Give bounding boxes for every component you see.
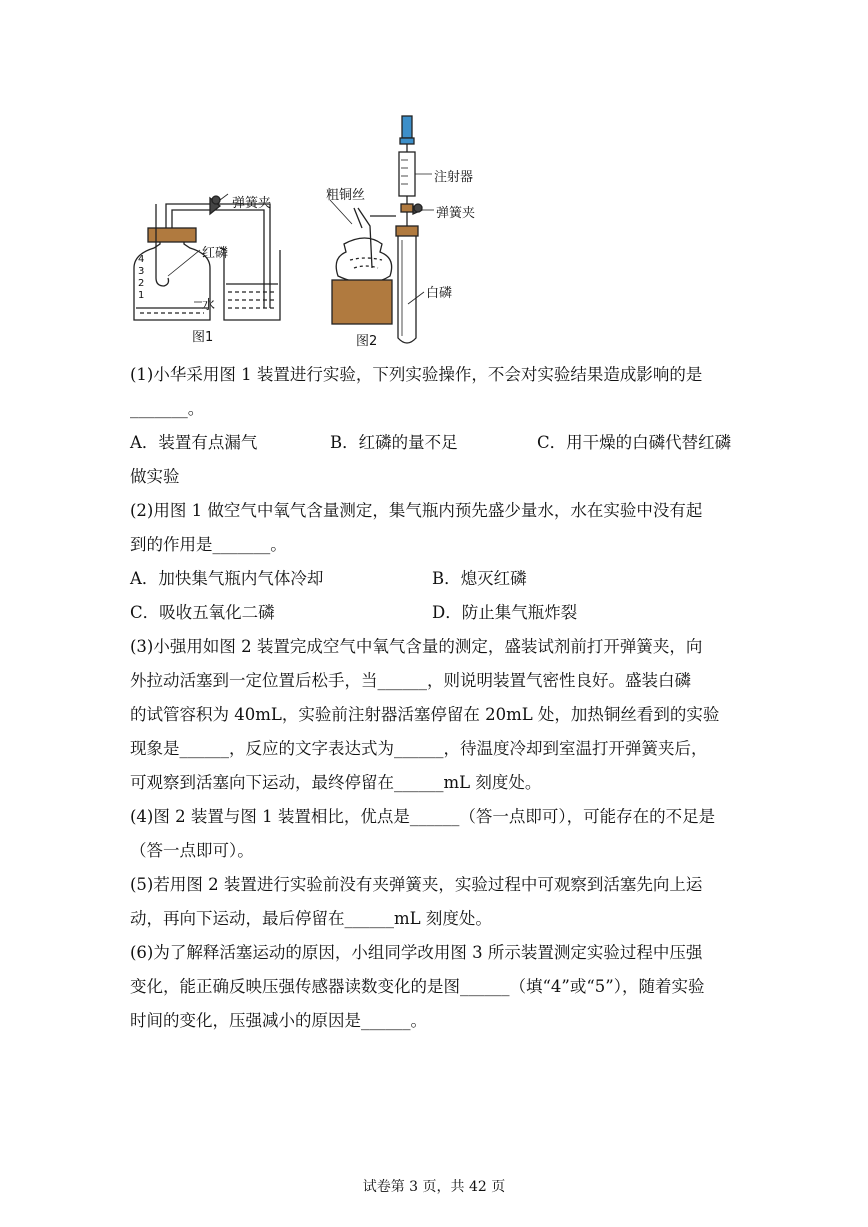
fig1-red-phosphorus-label: 红磷 bbox=[202, 246, 229, 261]
q5-line-1: (5)若用图 2 装置进行实验前没有夹弹簧夹，实验过程中可观察到活塞先向上运 bbox=[130, 875, 703, 894]
q1-option-a: A．装置有点漏气 bbox=[130, 433, 258, 452]
fig2-copper-wire-label: 粗铜丝 bbox=[326, 188, 366, 203]
q2-options-row-2 bbox=[130, 596, 750, 630]
q2-line-1: (2)用图 1 做空气中氧气含量测定，集气瓶内预先盛少量水，水在实验中没有起 bbox=[130, 501, 703, 520]
fig1-scale-4: 4 bbox=[138, 254, 145, 265]
fig2-syringe-label: 注射器 bbox=[434, 170, 474, 185]
q3-line-3: 的试管容积为 40mL，实验前注射器活塞停留在 20mL 处，加热铜丝看到的实验 bbox=[130, 705, 720, 724]
apparatus-figure bbox=[120, 108, 510, 353]
q1-line-2: _______。 bbox=[130, 399, 205, 418]
q6-line-3: 时间的变化，压强减小的原因是______。 bbox=[130, 1011, 427, 1030]
q1-option-c: C．用干燥的白磷代替红磷 bbox=[537, 433, 732, 452]
fig1-scale-2: 2 bbox=[138, 278, 145, 289]
q2-option-d: D．防止集气瓶炸裂 bbox=[432, 603, 578, 622]
q2-option-b: B．熄灭红磷 bbox=[432, 569, 527, 588]
q1-options bbox=[130, 426, 750, 460]
question-content bbox=[130, 358, 750, 1038]
q2-option-a: A．加快集气瓶内气体冷却 bbox=[130, 569, 324, 588]
q1-line-1: (1)小华采用图 1 装置进行实验，下列实验操作，不会对实验结果造成影响的是 bbox=[130, 365, 703, 384]
fig2-white-phosphorus-label: 白磷 bbox=[426, 286, 453, 301]
apparatus-drawing bbox=[120, 108, 510, 353]
page-footer: 试卷第 3 页，共 42 页 bbox=[362, 1179, 506, 1195]
fig1-spring-clip-label: 弹簧夹 bbox=[232, 196, 272, 211]
fig1-scale-1: 1 bbox=[138, 290, 145, 301]
question-2 bbox=[130, 494, 750, 630]
fig1-water-label: 水 bbox=[202, 298, 216, 313]
q3-line-1: (3)小强用如图 2 装置完成空气中氧气含量的测定，盛装试剂前打开弹簧夹，向 bbox=[130, 637, 703, 656]
fig1-scale-3: 3 bbox=[138, 266, 145, 277]
question-1 bbox=[130, 358, 750, 494]
fig1-caption: 图1 bbox=[192, 330, 214, 345]
q2-option-c: C．吸收五氧化二磷 bbox=[130, 603, 275, 622]
question-6 bbox=[130, 936, 750, 1038]
fig2-spring-clip-label: 弹簧夹 bbox=[436, 206, 476, 221]
q3-line-4: 现象是______，反应的文字表达式为______，待温度冷却到室温打开弹簧夹后， bbox=[130, 739, 708, 758]
fig2-caption: 图2 bbox=[356, 334, 378, 349]
q1-option-c-cont: 做实验 bbox=[130, 467, 180, 486]
q4-line-1: (4)图 2 装置与图 1 装置相比，优点是______（答一点即可），可能存在的不足是 bbox=[130, 807, 716, 826]
question-5 bbox=[130, 868, 750, 936]
q2-line-2: 到的作用是_______。 bbox=[130, 535, 287, 554]
q5-line-2: 动，再向下运动，最后停留在______mL 刻度处。 bbox=[130, 909, 492, 928]
q3-line-2: 外拉动活塞到一定位置后松手，当______，则说明装置气密性良好。盛装白磷 bbox=[130, 671, 691, 690]
question-4 bbox=[130, 800, 750, 868]
q1-option-b: B．红磷的量不足 bbox=[330, 433, 458, 452]
q6-line-1: (6)为了解释活塞运动的原因，小组同学改用图 3 所示装置测定实验过程中压强 bbox=[130, 943, 703, 962]
q3-line-5: 可观察到活塞向下运动，最终停留在______mL 刻度处。 bbox=[130, 773, 542, 792]
fig2-apparatus bbox=[330, 116, 434, 343]
q6-line-2: 变化，能正确反映压强传感器读数变化的是图______（填“4”或“5”），随着实验 bbox=[130, 977, 705, 996]
q4-line-2: （答一点即可）。 bbox=[130, 841, 254, 860]
question-3 bbox=[130, 630, 750, 800]
q2-options-row-1 bbox=[130, 562, 750, 596]
